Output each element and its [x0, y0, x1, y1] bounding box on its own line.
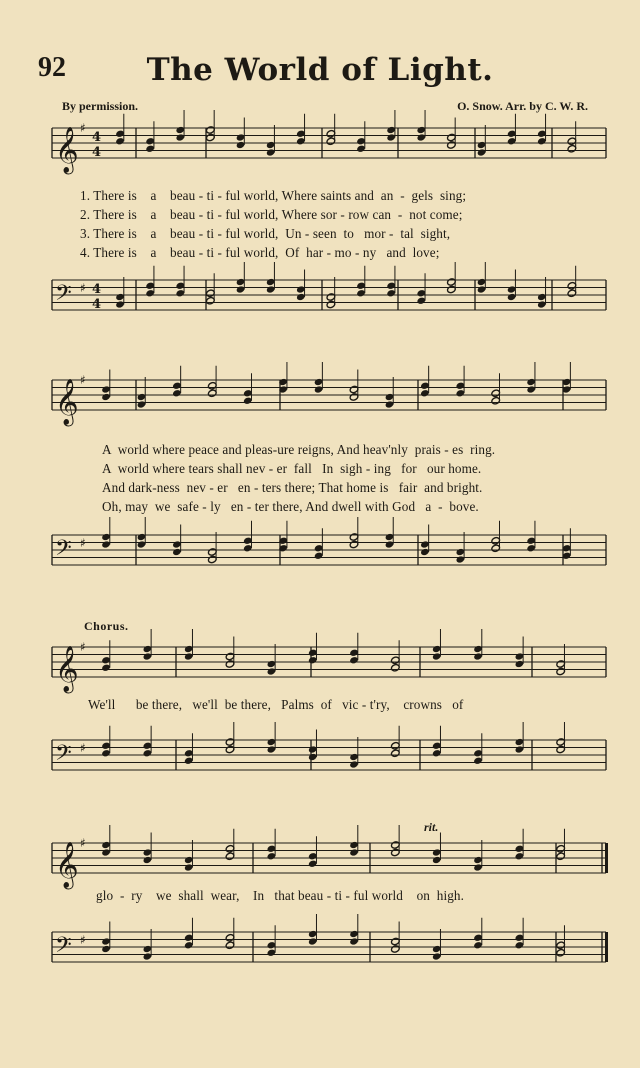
key-sharp-icon: ♯: [80, 836, 86, 850]
chorus-label: Chorus.: [84, 619, 129, 633]
treble-clef-icon: 𝄞: [55, 842, 79, 888]
verse-1-line-2: A world where peace and pleas-ure reigns, And heav'nly prais - es ring.: [102, 442, 496, 457]
verse-3-line-2: And dark-ness nev - er en - ters there; That home is fair and bright.: [102, 480, 483, 495]
treble-clef-icon: 𝄞: [55, 379, 79, 425]
system-4-treble-staff: [0, 833, 640, 893]
key-sharp-icon: ♯: [80, 933, 86, 947]
bass-clef-icon: 𝄢: [55, 741, 72, 771]
system-2-treble-staff: [0, 370, 640, 430]
hymn-title: The World of Light.: [146, 52, 494, 88]
system-4-bass-staff: [0, 922, 640, 982]
treble-clef-icon: 𝄞: [55, 646, 79, 692]
page-number: 92: [38, 52, 66, 83]
ritardando-mark: rit.: [424, 820, 439, 834]
time-sig-top: 4: [92, 282, 102, 297]
system-1-bass-staff: [0, 270, 640, 330]
verse-2-line-1: 2. There is a beau - ti - ful world, Where sor - row can - not come;: [80, 207, 463, 222]
system-3-bass-staff: [0, 730, 640, 790]
composer-credits: O. Snow. Arr. by C. W. R.: [457, 99, 588, 113]
key-sharp-icon: ♯: [80, 281, 86, 295]
time-sig-bottom: 4: [92, 297, 102, 312]
system-3-treble-staff: [0, 637, 640, 697]
time-sig-top: 4: [92, 130, 102, 145]
permission-note: By permission.: [62, 99, 139, 113]
treble-clef-icon: 𝄞: [55, 127, 79, 173]
key-sharp-icon: ♯: [80, 373, 86, 387]
verse-1-line-1: 1. There is a beau - ti - ful world, Where saints and an - gels sing;: [80, 188, 467, 203]
chorus-lyrics-2: glo - ry we shall wear, In that beau - ti - ful world on high.: [96, 888, 465, 903]
verse-3-line-1: 3. There is a beau - ti - ful world, Un - seen to mor - tal sight,: [80, 226, 451, 241]
final-barline-thick: [605, 843, 608, 873]
final-barline-thick: [605, 932, 608, 962]
bass-clef-icon: 𝄢: [55, 933, 72, 963]
system-2-bass-staff: [0, 525, 640, 585]
verse-4-line-2: Oh, may we safe - ly en - ter there, And dwell with God a - bove.: [102, 499, 479, 514]
key-sharp-icon: ♯: [80, 121, 86, 135]
verse-2-line-2: A world where tears shall nev - er fall In sigh - ing for our home.: [102, 461, 482, 476]
verse-4-line-1: 4. There is a beau - ti - ful world, Of har - mo - ny and love;: [80, 245, 440, 260]
key-sharp-icon: ♯: [80, 536, 86, 550]
bass-clef-icon: 𝄢: [55, 536, 72, 566]
key-sharp-icon: ♯: [80, 741, 86, 755]
system-1-treble-staff: [0, 118, 640, 178]
bass-clef-icon: 𝄢: [55, 281, 72, 311]
chorus-lyrics-1: We'll be there, we'll be there, Palms of vic - t'ry, crowns of: [88, 697, 464, 712]
key-sharp-icon: ♯: [80, 640, 86, 654]
time-sig-bottom: 4: [92, 145, 102, 160]
